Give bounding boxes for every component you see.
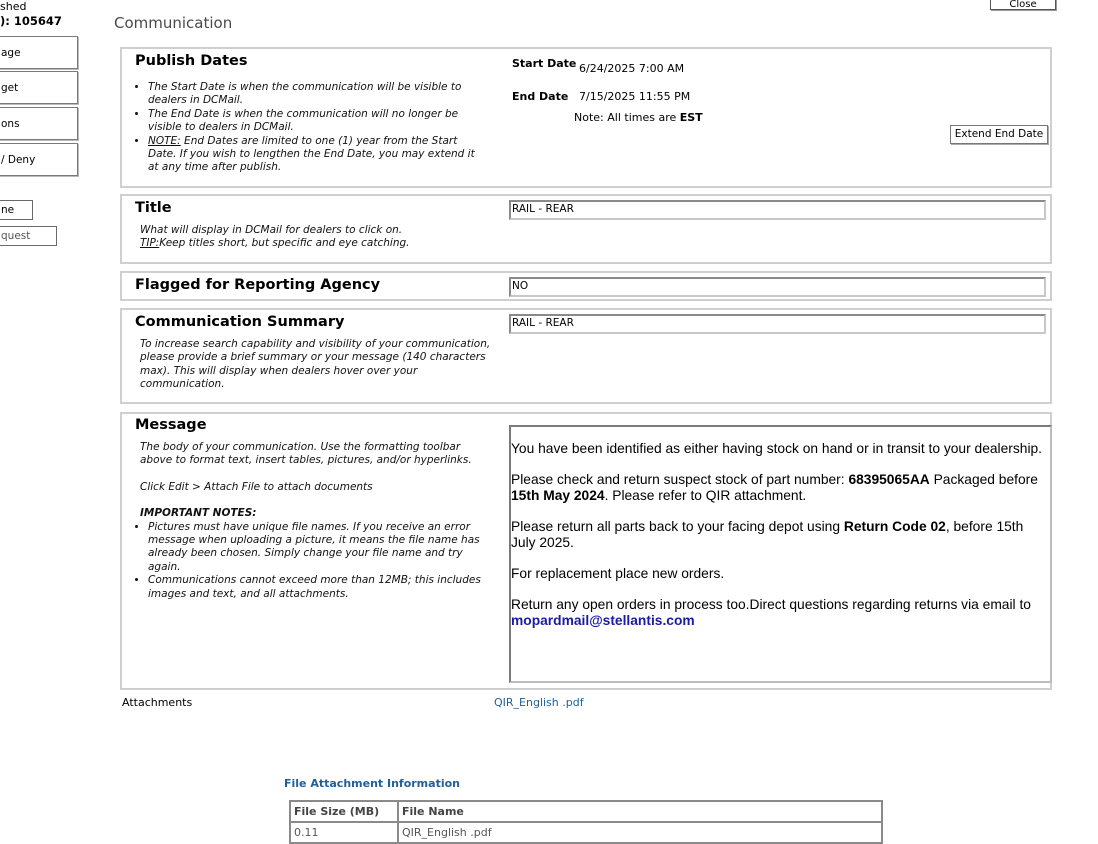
message-title: Message [135,417,207,433]
sidebar-button-1[interactable]: age [0,36,78,69]
message-help [140,441,495,601]
title-panel [120,194,1052,264]
message-panel [120,412,1052,690]
flagged-panel [120,271,1052,301]
sidebar-status [0,0,62,28]
summary-title: Communication Summary [135,314,345,330]
important-note-1: • Pictures must have unique file names. If you receive an error message when uploading a picture, it means the file name has already been chosen. Simply change your file name and try again. [148,521,495,575]
start-date-note: • The Start Date is when the communication will be visible to dealers in DCMail. [148,81,485,108]
summary-input[interactable]: RAIL - REAR [509,314,1046,334]
column-header-file-size: File Size (MB) [290,801,398,822]
title-section-title: Title [135,200,172,216]
file-attachment-info-title: File Attachment Information [284,777,460,790]
message-help-1: The body of your communication. Use the formatting toolbar above to format text, insert tables, pictures, and/or hyperlinks. [140,441,472,467]
timezone-note: Note: All times are EST [574,111,703,124]
message-paragraph-1: You have been identified as either having stock on hand or in transit to your dealership. [511,441,1043,456]
important-notes-title: IMPORTANT NOTES: [140,507,257,520]
message-paragraph-5: Return any open orders in process too.Direct questions regarding returns via email to mopardmail@stellantis.com [511,597,1031,628]
message-help-2: Click Edit > Attach File to attach documents [140,480,373,493]
publish-dates-panel [120,47,1052,188]
sidebar-small-button-1[interactable]: ne [0,200,33,220]
file-name-cell: QIR_English .pdf [398,822,882,843]
sidebar-button-2[interactable]: get [0,71,78,104]
end-date-label: End Date [512,90,569,103]
column-header-file-name: File Name [398,801,882,822]
note-text: End Dates are limited to one (1) year from the Start Date. If you wish to lengthen the End Date, you may extend it at any time after publish. [148,134,475,174]
publish-dates-help [135,81,485,175]
status-text: shed [0,0,27,13]
summary-panel [120,308,1052,404]
end-date-limit-note [148,135,485,175]
end-date-value: 7/15/2025 11:55 PM [579,90,691,103]
message-body[interactable] [509,425,1052,683]
title-input[interactable]: RAIL - REAR [509,200,1046,220]
email-link[interactable]: mopardmail@stellantis.com [511,613,695,628]
page-title: Communication [114,14,233,32]
flagged-title: Flagged for Reporting Agency [135,277,381,293]
title-help: What will display in DCMail for dealers to click on. TIP:Keep titles short, but specific and eye catching. [140,224,410,250]
publish-dates-title: Publish Dates [135,53,248,69]
summary-help: To increase search capability and visibility of your communication, please provide a brief summary or your message (140 characters max). This will display when dealers hover over your communication. [140,338,491,391]
important-note-2: • Communications cannot exceed more than 12MB; this includes images and text, and all attachments. [148,574,495,601]
table-row [290,822,882,843]
message-paragraph-3: Please return all parts back to your facing depot using Return Code 02, before 15th July 2025. [511,519,1024,550]
file-size-cell: 0.11 [290,822,398,843]
communication-id: ): 105647 [0,14,62,28]
message-paragraph-4: For replacement place new orders. [511,566,725,581]
attachment-file-link[interactable]: QIR_English .pdf [494,696,584,709]
start-date-label: Start Date [512,57,577,70]
note-prefix: NOTE: [148,134,181,147]
attachments-label: Attachments [122,696,193,709]
start-date-value: 6/24/2025 7:00 AM [579,62,685,75]
extend-end-date-button[interactable]: Extend End Date [950,125,1048,144]
flagged-input[interactable]: NO [509,277,1046,297]
file-attachment-table [289,800,883,844]
end-date-note: • The End Date is when the communication will no longer be visible to dealers in DCMail. [148,108,485,135]
sidebar-button-approve-deny[interactable]: / Deny [0,143,78,176]
sidebar-small-button-request[interactable]: quest [0,226,57,246]
sidebar-button-3[interactable]: ons [0,107,78,140]
close-button[interactable]: Close [990,0,1056,10]
message-paragraph-2: Please check and return suspect stock of part number: 68395065AA Packaged before 15th May 2024. Please refer to QIR attachment. [511,472,1038,503]
